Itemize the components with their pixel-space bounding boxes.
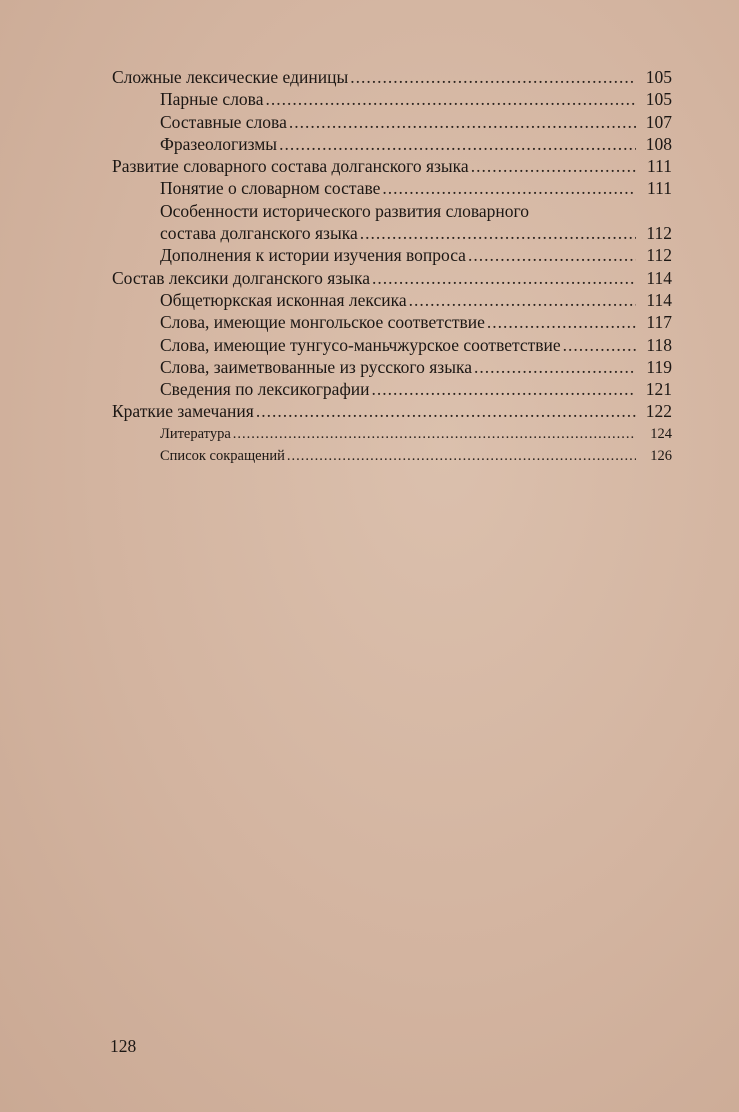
toc-entry-abbreviations <box>112 445 672 467</box>
toc-entry-page: 114 <box>646 289 672 310</box>
toc-entry-title: Понятие о словарном составе <box>160 178 381 199</box>
toc-entry-vocabulary-concept <box>112 177 672 199</box>
toc-leader-dots <box>289 111 636 133</box>
toc-entry-title: Слова, заиметвованные из русского языка <box>160 356 472 377</box>
toc-entry-title: Сложные лексические единицы <box>112 67 349 87</box>
toc-entry-literature <box>112 423 672 445</box>
toc-entry-title: Состав лексики долганского языка <box>112 267 371 288</box>
toc-leader-dots <box>287 445 636 467</box>
toc-entry-page: 105 <box>645 67 672 87</box>
toc-entry-mongolic <box>112 311 672 333</box>
table-of-contents <box>112 66 672 467</box>
toc-entry-page: 119 <box>646 356 672 377</box>
toc-entry-page: 114 <box>646 267 672 288</box>
toc-entry-page: 112 <box>646 223 672 244</box>
toc-entry-title: Литература <box>160 425 231 442</box>
toc-entry-page: 124 <box>650 425 672 442</box>
toc-entry-page: 121 <box>645 379 672 400</box>
toc-entry-title: Фразеологизмы <box>160 133 278 154</box>
toc-entry-lexicography <box>112 378 672 400</box>
toc-entry-historical-features-line1 <box>112 200 672 222</box>
toc-leader-dots <box>409 289 636 311</box>
toc-entry-page: 108 <box>645 133 672 154</box>
toc-entry-page: 117 <box>646 312 672 333</box>
page-number: 128 <box>110 1036 137 1056</box>
toc-entry-history-additions <box>112 244 672 266</box>
toc-entry-title: Список сокращений <box>160 448 285 465</box>
toc-entry-page: 105 <box>645 89 672 110</box>
toc-entry-tungusic <box>112 334 672 356</box>
toc-entry-page: 122 <box>645 401 672 422</box>
toc-entry-vocabulary-development <box>112 155 672 177</box>
toc-entry-title: Слова, имеющие тунгусо-маньчжурское соответствие <box>160 334 561 355</box>
toc-entry-common-turkic <box>112 289 672 311</box>
toc-leader-dots <box>487 311 636 333</box>
toc-leader-dots <box>360 222 636 244</box>
toc-entry-page: 118 <box>646 334 672 355</box>
toc-entry-title: состава долганского языка <box>160 223 358 244</box>
toc-leader-dots <box>474 356 636 378</box>
toc-entry-phraseologisms <box>112 133 672 155</box>
toc-leader-dots <box>372 378 636 400</box>
toc-entry-page: 112 <box>646 245 672 266</box>
toc-entry-page: 107 <box>645 111 672 132</box>
toc-leader-dots <box>350 66 636 88</box>
toc-entry-page: 111 <box>647 156 672 177</box>
toc-entry-brief-remarks <box>112 400 672 422</box>
toc-entry-paired-words <box>112 88 672 110</box>
toc-leader-dots <box>382 177 636 199</box>
toc-entry-historical-features-line2 <box>112 222 672 244</box>
toc-leader-dots <box>563 334 636 356</box>
toc-entry-title: Слова, имеющие монгольское соответствие <box>160 312 485 333</box>
toc-entry-russian-borrowings <box>112 356 672 378</box>
toc-leader-dots <box>265 88 636 110</box>
toc-entry-title: Парные слова <box>160 89 264 110</box>
toc-entry-title: Особенности исторического развития словарного <box>160 200 529 221</box>
toc-entry-compound-words <box>112 111 672 133</box>
toc-leader-dots <box>233 423 636 445</box>
toc-leader-dots <box>279 133 636 155</box>
toc-entry-title: Развитие словарного состава долганского языка <box>112 156 469 177</box>
toc-leader-dots <box>471 155 636 177</box>
toc-entry-complex-lexical-units <box>112 66 672 88</box>
toc-entry-page: 126 <box>650 448 672 465</box>
toc-entry-title: Дополнения к истории изучения вопроса <box>160 245 466 266</box>
toc-entry-lexicon-composition <box>112 267 672 289</box>
toc-entry-title: Составные слова <box>160 111 287 132</box>
toc-entry-title: Сведения по лексикографии <box>160 379 370 400</box>
toc-leader-dots <box>256 400 636 422</box>
toc-entry-page: 111 <box>647 178 672 199</box>
toc-entry-title: Краткие замечания <box>112 401 254 422</box>
toc-leader-dots <box>372 267 636 289</box>
toc-entry-title: Общетюркская исконная лексика <box>160 289 407 310</box>
toc-leader-dots <box>468 244 636 266</box>
